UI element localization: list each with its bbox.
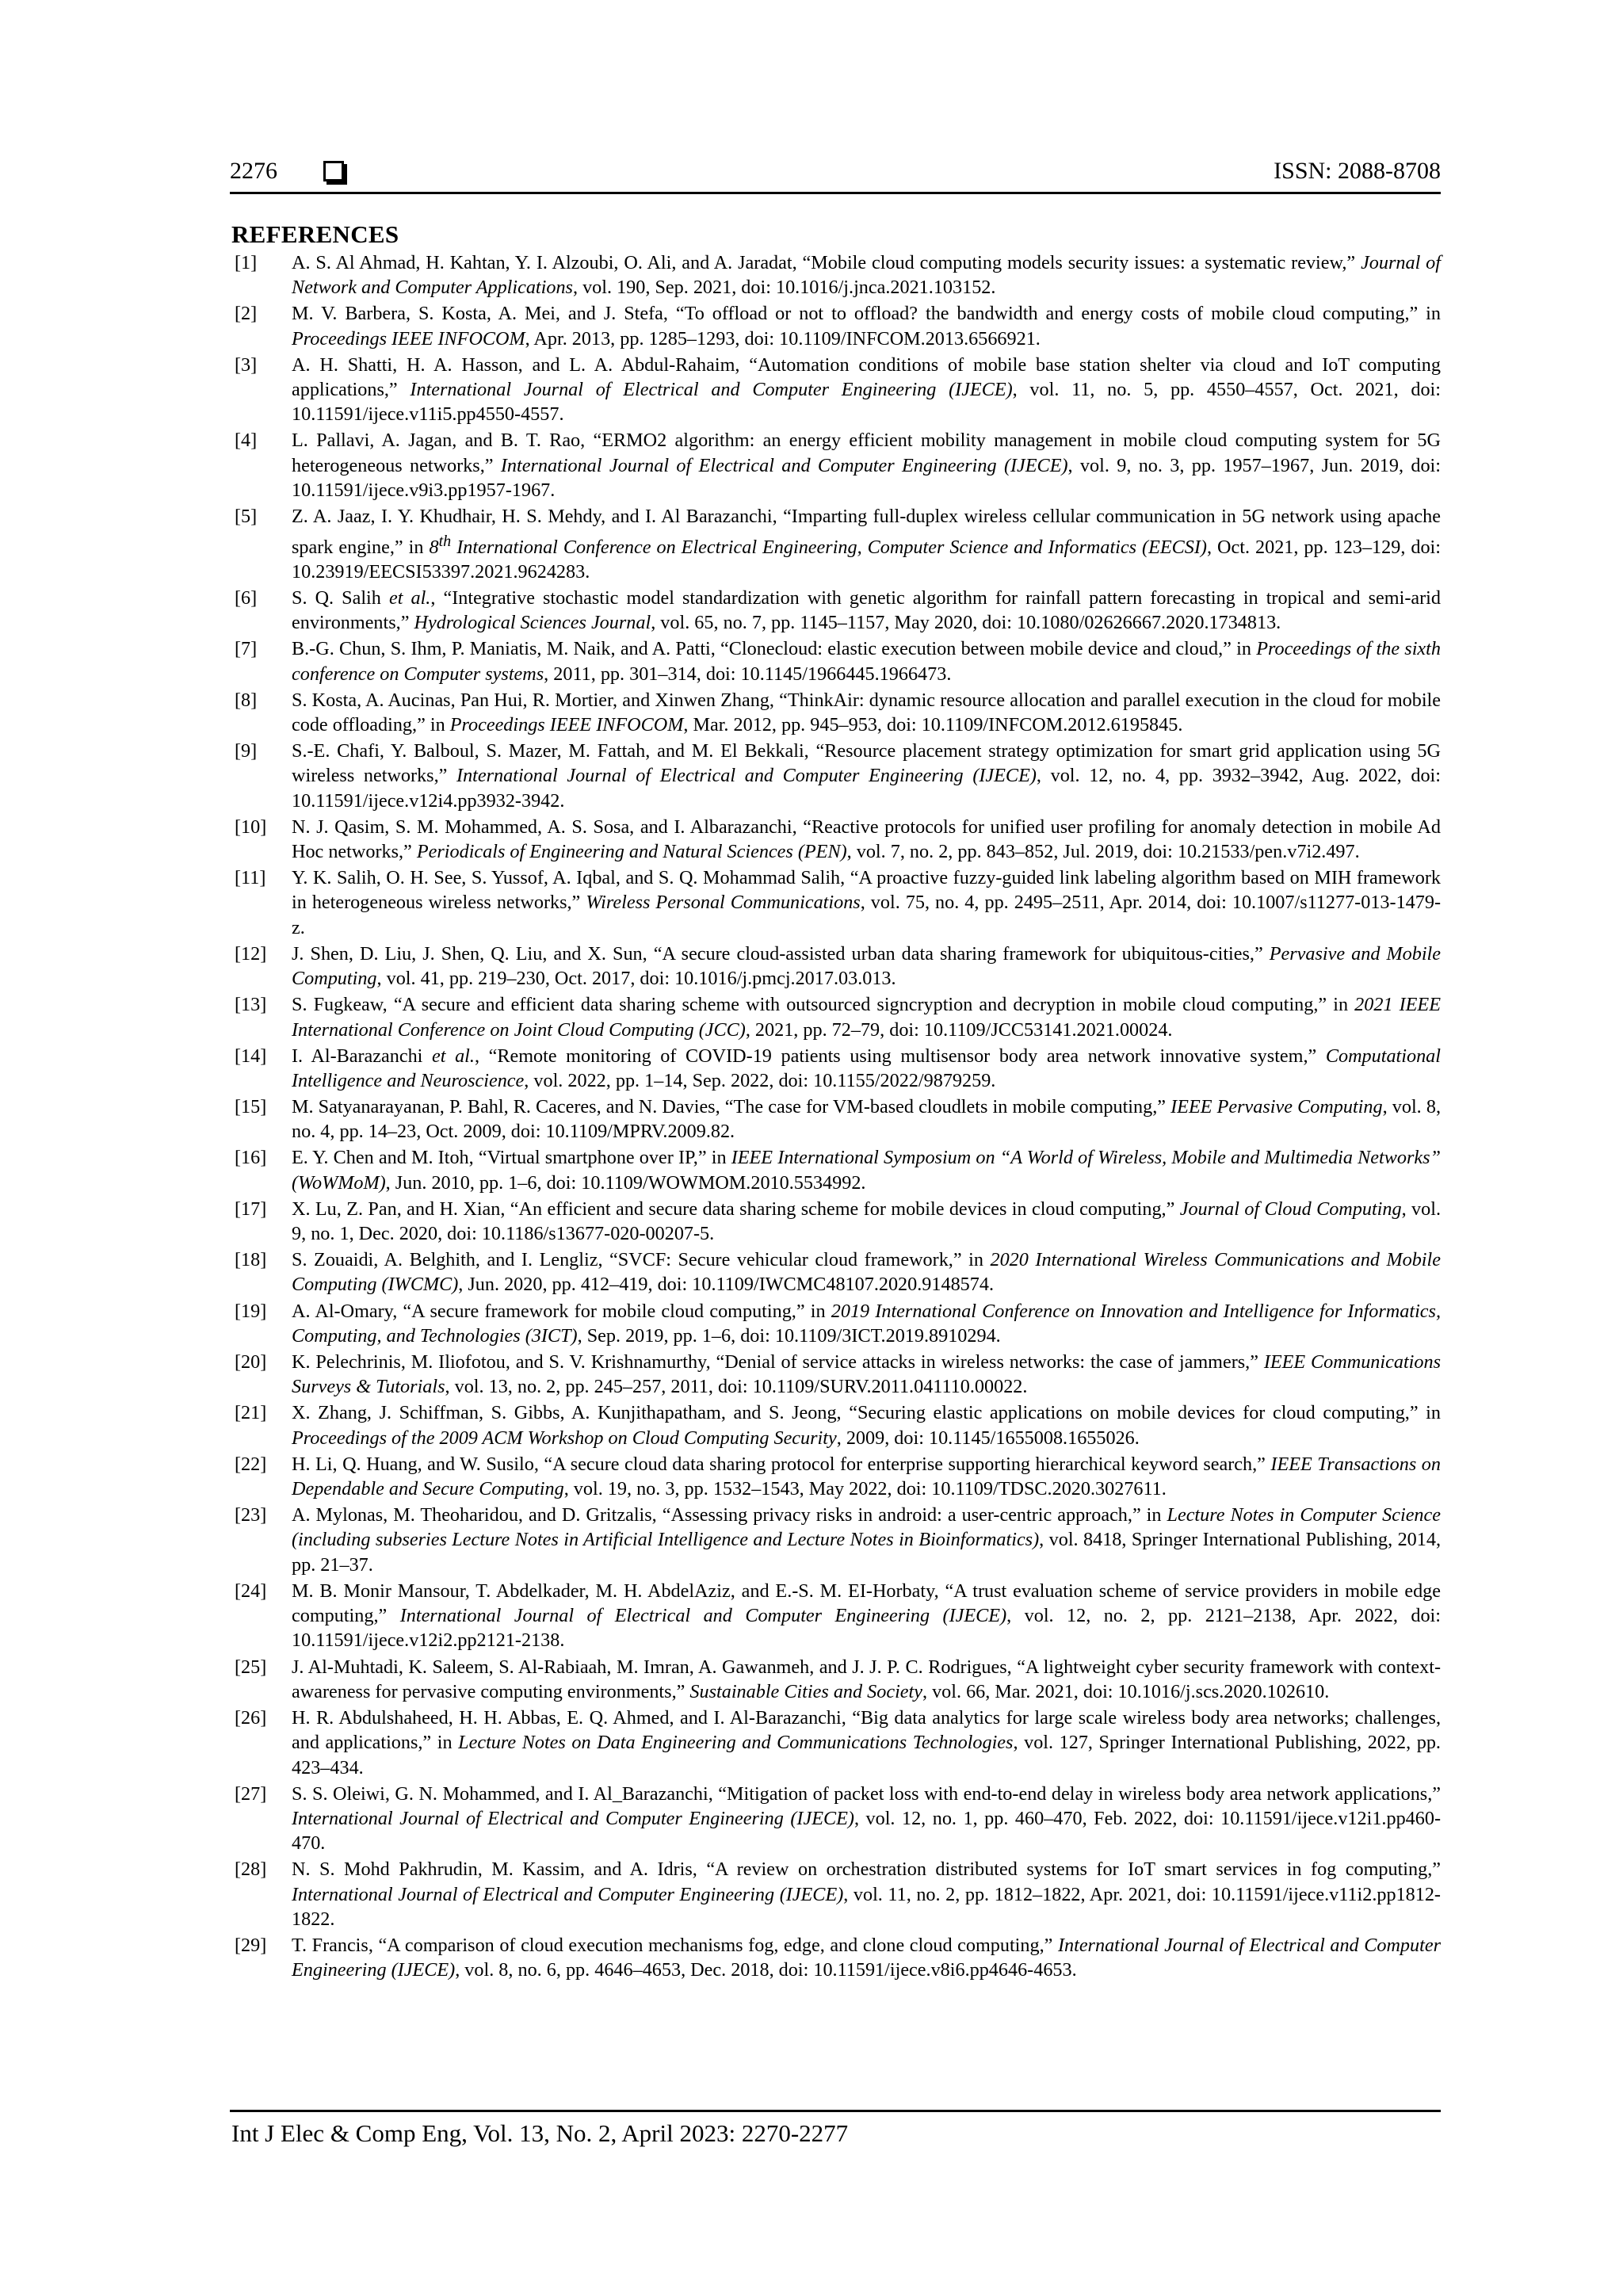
footer-rule <box>230 2110 1441 2112</box>
reference-text <box>292 1935 1441 1981</box>
reference-text-segment: , vol. 11, no. 2, pp. 1812–1822, Apr. 2021, doi: 10.11591/ijece.v11i2.pp1812-1822. <box>292 1883 1441 1930</box>
reference-text-segment: , “Remote monitoring of COVID-19 patients using multisensor body area network innovative system,” <box>474 1045 1326 1067</box>
reference-item <box>230 1452 1441 1502</box>
reference-number: [12] <box>235 942 267 965</box>
reference-text <box>292 303 1441 349</box>
reference-number: [4] <box>235 430 258 452</box>
reference-number: [15] <box>235 1096 267 1118</box>
reference-text-segment: L. Pallavi, A. Jagan, and B. T. Rao, “ERMO2 algorithm: an energy efficient mobility management in mobile cloud computing system for 5G heterogeneous networks,” <box>292 430 1441 476</box>
reference-venue: International Conference on Electrical Engineering, Computer Science and Informatics (EECSI) <box>451 536 1207 558</box>
reference-text <box>292 1351 1441 1397</box>
reference-text-segment: A. Al-Omary, “A secure framework for mobile cloud computing,” in <box>292 1300 831 1322</box>
reference-item <box>230 1503 1441 1577</box>
reference-venue: Journal of Network and Computer Applications <box>292 252 1442 299</box>
reference-number: [20] <box>235 1350 267 1373</box>
reference-text <box>292 943 1441 989</box>
reference-venue: Proceedings of the sixth conference on Computer systems <box>292 638 1441 685</box>
reference-number: [14] <box>235 1045 267 1067</box>
reference-text-segment: K. Pelechrinis, M. Iliofotou, and S. V. Krishnamurthy, “Denial of service attacks in wireless networks: the case of jammers,” <box>292 1350 1264 1373</box>
reference-text-segment: S. Zouaidi, A. Belghith, and I. Lengliz, “SVCF: Secure vehicular cloud framework,” in <box>292 1249 991 1271</box>
reference-number: [21] <box>235 1402 267 1424</box>
reference-text <box>292 994 1441 1040</box>
reference-number: [6] <box>235 586 258 609</box>
reference-number: [29] <box>235 1934 267 1956</box>
reference-text <box>292 690 1441 735</box>
reference-venue: International Journal of Electrical and Computer Engineering (IJECE) <box>292 1807 854 1829</box>
reference-text-segment: A. Mylonas, M. Theoharidou, and D. Gritzalis, “Assessing privacy risks in android: a user-centric approach,” in <box>292 1504 1167 1526</box>
reference-text-segment: , vol. 8, no. 4, pp. 14–23, Oct. 2009, doi: 10.1109/MPRV.2009.82. <box>292 1096 1441 1143</box>
reference-text-segment: , vol. 12, no. 4, pp. 3932–3942, Aug. 2022, doi: 10.11591/ijece.v12i4.pp3932-3942. <box>292 765 1441 812</box>
reference-venue: et al. <box>432 1045 475 1067</box>
reference-number: [13] <box>235 994 267 1016</box>
reference-text-segment: , Jun. 2020, pp. 412–419, doi: 10.1109/IWCMC48107.2020.9148574. <box>458 1274 994 1296</box>
superscript <box>439 532 452 549</box>
reference-text-segment: I. Al-Barazanchi <box>292 1045 433 1067</box>
reference-venue: International Journal of Electrical and Computer Engineering (IJECE) <box>500 454 1068 476</box>
section-title: REFERENCES <box>231 220 399 248</box>
reference-text-segment: , vol. 13, no. 2, pp. 245–257, 2011, doi: 10.1109/SURV.2011.041110.00022. <box>445 1376 1028 1398</box>
reference-text <box>292 354 1441 426</box>
header-rule <box>230 192 1441 194</box>
reference-item <box>230 992 1441 1042</box>
reference-venue: Proceedings of the 2009 ACM Workshop on Cloud Computing Security <box>292 1427 837 1449</box>
reference-item <box>230 865 1441 940</box>
issn-label: ISSN: 2088-8708 <box>1274 158 1441 184</box>
reference-list <box>230 250 1441 1984</box>
reference-text-segment: M. Satyanarayanan, P. Bahl, R. Caceres, and N. Davies, “The case for VM-based cloudlets in mobile computing,” <box>292 1096 1171 1118</box>
reference-text <box>292 740 1441 812</box>
reference-text <box>292 1454 1441 1499</box>
reference-item <box>230 1095 1441 1144</box>
reference-item <box>230 1247 1441 1297</box>
reference-text-segment: A. H. Shatti, H. A. Hasson, and L. A. Abdul-Rahaim, “Automation conditions of mobile base station shelter via cloud and IoT computing applications,” <box>292 353 1441 401</box>
reference-text <box>292 638 1441 684</box>
reference-venue: International Journal of Electrical and Computer Engineering (IJECE) <box>456 765 1037 787</box>
reference-text-segment: , vol. 41, pp. 219–230, Oct. 2017, doi: 10.1016/j.pmcj.2017.03.013. <box>376 968 896 990</box>
reference-text <box>292 1301 1441 1347</box>
reference-venue: IEEE Communications Surveys & Tutorials <box>292 1350 1441 1398</box>
reference-text-segment: , vol. 190, Sep. 2021, doi: 10.1016/j.jnca.2021.103152. <box>572 277 996 299</box>
reference-text-segment: J. Shen, D. Liu, J. Shen, Q. Liu, and X. Sun, “A secure cloud-assisted urban data sharing framework for ubiquitous-cities,” <box>292 942 1270 965</box>
reference-number: [28] <box>235 1859 267 1881</box>
reference-text-segment: , vol. 66, Mar. 2021, doi: 10.1016/j.scs.2020.102610. <box>922 1680 1330 1702</box>
reference-text <box>292 1859 1441 1930</box>
reference-text <box>292 506 1441 583</box>
page-footer: Int J Elec & Comp Eng, Vol. 13, No. 2, April 2023: 2270-2277 <box>231 2119 849 2147</box>
reference-text-segment: J. Al-Muhtadi, K. Saleem, S. Al-Rabiaah, M. Imran, A. Gawanmeh, and J. J. P. C. Rodrigues, “A lightweight cyber security framework with context-awareness for pervasive computing environments,” <box>292 1656 1441 1702</box>
reference-item <box>230 1145 1441 1195</box>
reference-text-segment: M. V. Barbera, S. Kosta, A. Mei, and J. Stefa, “To offload or not to offload? the bandwidth and energy costs of mobile cloud computing,” in <box>292 303 1441 325</box>
reference-item <box>230 301 1441 351</box>
reference-venue: IEEE Transactions on Dependable and Secure Computing <box>292 1453 1441 1500</box>
reference-venue: International Journal of Electrical and Computer Engineering (IJECE) <box>399 1605 1007 1627</box>
reference-text-segment: , vol. 65, no. 7, pp. 1145–1157, May 2020, doi: 10.1080/02626667.2020.1734813. <box>651 612 1281 634</box>
reference-text-segment: X. Zhang, J. Schiffman, S. Gibbs, A. Kunjithapatham, and S. Jeong, “Securing elastic applications on mobile devices for cloud computing,” in <box>292 1402 1441 1424</box>
reference-item <box>230 586 1441 636</box>
reference-text-segment: A. S. Al Ahmad, H. Kahtan, Y. I. Alzoubi, O. Ali, and A. Jaradat, “Mobile cloud computing models security issues: a systematic review,” <box>292 252 1361 273</box>
reference-text-segment: , vol. 8, no. 6, pp. 4646–4653, Dec. 2018, doi: 10.11591/ijece.v8i6.pp4646-4653. <box>455 1959 1077 1981</box>
reference-number: [23] <box>235 1504 267 1526</box>
reference-text-segment: , Jun. 2010, pp. 1–6, doi: 10.1109/WOWMOM.2010.5534992. <box>385 1171 866 1194</box>
reference-text-segment: , vol. 11, no. 5, pp. 4550–4557, Oct. 2021, doi: 10.11591/ijece.v11i5.pp4550-4557. <box>292 379 1441 426</box>
reference-text-segment: , 2009, doi: 10.1145/1655008.1655026. <box>836 1427 1140 1449</box>
reference-venue: IEEE Pervasive Computing <box>1170 1096 1383 1118</box>
reference-text-segment: , 2021, pp. 72–79, doi: 10.1109/JCC53141.2021.00024. <box>745 1018 1173 1041</box>
page-header <box>230 155 1441 195</box>
reference-venue: Computational Intelligence and Neuroscience <box>292 1045 1441 1091</box>
reference-number: [16] <box>235 1147 267 1169</box>
reference-text <box>292 816 1441 862</box>
reference-venue: 2019 International Conference on Innovation and Intelligence for Informatics, Computing, and Technologies (3ICT) <box>292 1300 1441 1347</box>
reference-text-segment: , Sep. 2019, pp. 1–6, doi: 10.1109/3ICT.2019.8910294. <box>577 1324 1001 1347</box>
reference-number: [26] <box>235 1706 267 1729</box>
reference-text-segment: Z. A. Jaaz, I. Y. Khudhair, H. S. Mehdy, and I. Al Barazanchi, “Imparting full-duplex wireless cellular communication in 5G network using apache spark engine,” in <box>292 506 1441 558</box>
reference-text-segment: S. Fugkeaw, “A secure and efficient data sharing scheme with outsourced signcryption and decryption in mobile cloud computing,” in <box>292 994 1355 1016</box>
reference-number: [22] <box>235 1453 267 1475</box>
reference-item <box>230 250 1441 300</box>
reference-text-segment: , Mar. 2012, pp. 945–953, doi: 10.1109/INFCOM.2012.6195845. <box>683 713 1183 735</box>
reference-number: [18] <box>235 1249 267 1271</box>
reference-item <box>230 1782 1441 1856</box>
reference-item <box>230 688 1441 738</box>
reference-text <box>292 252 1441 298</box>
reference-text-segment: , vol. 127, Springer International Publishing, 2022, pp. 423–434. <box>292 1732 1441 1778</box>
reference-text-segment: , vol. 75, no. 4, pp. 2495–2511, Apr. 2014, doi: 10.1007/s11277-013-1479-z. <box>292 892 1442 938</box>
reference-venue: Pervasive and Mobile Computing <box>292 942 1441 990</box>
reference-text-segment: H. R. Abdulshaheed, H. H. Abbas, E. Q. Ahmed, and I. Al-Barazanchi, “Big data analytics for large scale wireless body area networks; challenges, and applications,” in <box>292 1706 1441 1754</box>
reference-text-segment: , vol. 12, no. 1, pp. 460–470, Feb. 2022, doi: 10.11591/ijece.v12i1.pp460-470. <box>292 1807 1441 1855</box>
reference-item <box>230 1299 1441 1349</box>
reference-venue: IEEE International Symposium on “A World of Wireless, Mobile and Multimedia Networks” (WoWMoM) <box>292 1147 1441 1194</box>
reference-venue: International Journal of Electrical and Computer Engineering (IJECE) <box>410 379 1013 401</box>
reference-text-segment: B.-G. Chun, S. Ihm, P. Maniatis, M. Naik, and A. Patti, “Clonecloud: elastic execution between mobile device and cloud,” in <box>292 638 1257 660</box>
reference-number: [17] <box>235 1198 267 1220</box>
reference-text-segment: N. J. Qasim, S. M. Mohammed, A. S. Sosa, and I. Albarazanchi, “Reactive protocols for unified user profiling for anomaly detection in mobile Ad Hoc networks,” <box>292 816 1441 863</box>
reference-number: [25] <box>235 1656 267 1678</box>
reference-text <box>292 1045 1441 1091</box>
reference-item <box>230 504 1441 584</box>
reference-item <box>230 815 1441 865</box>
reference-venue: International Journal of Electrical and Computer Engineering (IJECE) <box>292 1934 1441 1981</box>
reference-text-segment: , vol. 12, no. 2, pp. 2121–2138, Apr. 2022, doi: 10.11591/ijece.v12i2.pp2121-2138. <box>292 1605 1441 1652</box>
reference-venue: Proceedings IEEE INFOCOM <box>449 713 684 735</box>
reference-item <box>230 1706 1441 1780</box>
reference-number: [10] <box>235 816 267 838</box>
reference-text-segment: , vol. 9, no. 1, Dec. 2020, doi: 10.1186/s13677-020-00207-5. <box>292 1198 1441 1245</box>
reference-text <box>292 1198 1441 1244</box>
reference-item <box>230 1933 1441 1983</box>
reference-text-segment: , vol. 2022, pp. 1–14, Sep. 2022, doi: 10.1155/2022/9879259. <box>524 1069 996 1091</box>
reference-venue: Wireless Personal Communications <box>586 892 861 914</box>
reference-number: [9] <box>235 740 258 762</box>
reference-text-segment: , vol. 19, no. 3, pp. 1532–1543, May 2022, doi: 10.1109/TDSC.2020.3027611. <box>563 1478 1167 1500</box>
reference-venue: Periodicals of Engineering and Natural Sciences (PEN) <box>416 841 847 863</box>
reference-item <box>230 428 1441 502</box>
reference-venue: Proceedings IEEE INFOCOM <box>292 327 525 350</box>
reference-text <box>292 1656 1441 1702</box>
reference-number: [11] <box>235 867 266 889</box>
reference-text <box>292 1402 1441 1448</box>
reference-text-segment: th <box>438 532 452 550</box>
reference-item <box>230 1044 1441 1094</box>
reference-item <box>230 1400 1441 1450</box>
reference-number: [5] <box>235 506 258 528</box>
reference-number: [7] <box>235 638 258 660</box>
reference-text-segment: S.-E. Chafi, Y. Balboul, S. Mazer, M. Fattah, and M. El Bekkali, “Resource placement strategy optimization for smart grid application using 5G wireless networks,” <box>292 740 1441 787</box>
reference-text <box>292 430 1441 501</box>
reference-venue: International Journal of Electrical and Computer Engineering (IJECE) <box>292 1883 844 1905</box>
reference-text-segment: T. Francis, “A comparison of cloud execution mechanisms fog, edge, and clone cloud computing,” <box>292 1934 1058 1956</box>
reference-venue: Lecture Notes on Data Engineering and Communications Technologies <box>458 1732 1014 1754</box>
reference-text <box>292 1096 1441 1142</box>
reference-text <box>292 587 1441 633</box>
reference-number: [1] <box>235 252 258 273</box>
reference-venue: Hydrological Sciences Journal <box>414 612 651 634</box>
reference-text-segment: , vol. 7, no. 2, pp. 843–852, Jul. 2019, doi: 10.21533/pen.v7i2.497. <box>846 841 1360 863</box>
reference-item <box>230 1857 1441 1931</box>
reference-venue: Lecture Notes in Computer Science (including subseries Lecture Notes in Artificial Intelligence and Lecture Notes in Bioinformatics) <box>292 1504 1441 1551</box>
page-number: 2276 <box>230 158 277 184</box>
reference-item <box>230 739 1441 813</box>
reference-text-segment: E. Y. Chen and M. Itoh, “Virtual smartphone over IP,” in <box>292 1147 731 1169</box>
reference-item <box>230 353 1441 427</box>
reference-text <box>292 1783 1441 1855</box>
reference-item <box>230 1579 1441 1653</box>
reference-item <box>230 636 1441 686</box>
reference-number: [27] <box>235 1782 267 1805</box>
reference-text-segment: S. S. Oleiwi, G. N. Mohammed, and I. Al_Barazanchi, “Mitigation of packet loss with end-to-end delay in wireless body area network applications,” <box>292 1782 1441 1805</box>
reference-venue: 8 <box>429 536 439 558</box>
reference-text-segment: , Apr. 2013, pp. 1285–1293, doi: 10.1109/INFCOM.2013.6566921. <box>525 327 1041 350</box>
reference-text <box>292 1147 1441 1193</box>
reference-venue: Journal of Cloud Computing <box>1179 1198 1402 1220</box>
reference-text-segment: S. Kosta, A. Aucinas, Pan Hui, R. Mortier, and Xinwen Zhang, “ThinkAir: dynamic resource allocation and parallel execution in the cloud for mobile code offloading,” in <box>292 689 1441 735</box>
reference-text-segment: Y. K. Salih, O. H. See, S. Yussof, A. Iqbal, and S. Q. Mohammad Salih, “A proactive fuzzy-guided link labeling algorithm based on MIH framework in heterogeneous wireless networks,” <box>292 867 1441 914</box>
reference-text <box>292 1707 1441 1778</box>
reference-text <box>292 1249 1441 1295</box>
reference-text-segment: , vol. 9, no. 3, pp. 1957–1967, Jun. 2019, doi: 10.11591/ijece.v9i3.pp1957-1967. <box>292 454 1441 502</box>
reference-item <box>230 1350 1441 1400</box>
reference-venue: 2021 IEEE International Conference on Joint Cloud Computing (JCC) <box>292 994 1441 1041</box>
reference-text-segment: , “Integrative stochastic model standardization with genetic algorithm for rainfall pattern forecasting in tropical and semi-arid environments,” <box>292 586 1441 634</box>
reference-item <box>230 942 1441 991</box>
reference-number: [3] <box>235 353 258 376</box>
reference-text-segment: M. B. Monir Mansour, T. Abdelkader, M. H. AbdelAziz, and E.-S. M. EI-Horbaty, “A trust evaluation scheme of service providers in mobile edge computing,” <box>292 1580 1441 1627</box>
square-box-icon <box>323 161 344 181</box>
reference-item <box>230 1197 1441 1247</box>
reference-venue: 2020 International Wireless Communications and Mobile Computing (IWCMC) <box>292 1249 1441 1296</box>
reference-number: [24] <box>235 1580 267 1602</box>
reference-number: [2] <box>235 303 258 325</box>
reference-item <box>230 1655 1441 1705</box>
reference-number: [19] <box>235 1300 267 1322</box>
reference-venue: Sustainable Cities and Society <box>689 1680 922 1702</box>
reference-text-segment: , Oct. 2021, pp. 123–129, doi: 10.23919/EECSI53397.2021.9624283. <box>292 536 1441 583</box>
reference-text <box>292 1580 1441 1652</box>
reference-text <box>292 1504 1441 1576</box>
reference-text-segment: H. Li, Q. Huang, and W. Susilo, “A secure cloud data sharing protocol for enterprise supporting hierarchical keyword search,” <box>292 1453 1271 1475</box>
reference-text-segment: , vol. 8418, Springer International Publishing, 2014, pp. 21–37. <box>292 1529 1441 1576</box>
reference-venue: et al. <box>388 586 431 609</box>
reference-number: [8] <box>235 689 258 711</box>
reference-text-segment: , 2011, pp. 301–314, doi: 10.1145/1966445.1966473. <box>544 663 952 685</box>
reference-text-segment: S. Q. Salih <box>292 586 389 609</box>
reference-text <box>292 867 1441 938</box>
reference-text-segment: N. S. Mohd Pakhrudin, M. Kassim, and A. Idris, “A review on orchestration distributed systems for IoT smart services in fog computing,” <box>292 1859 1441 1881</box>
reference-text-segment: X. Lu, Z. Pan, and H. Xian, “An efficient and secure data sharing scheme for mobile devices in cloud computing,” <box>292 1198 1180 1220</box>
